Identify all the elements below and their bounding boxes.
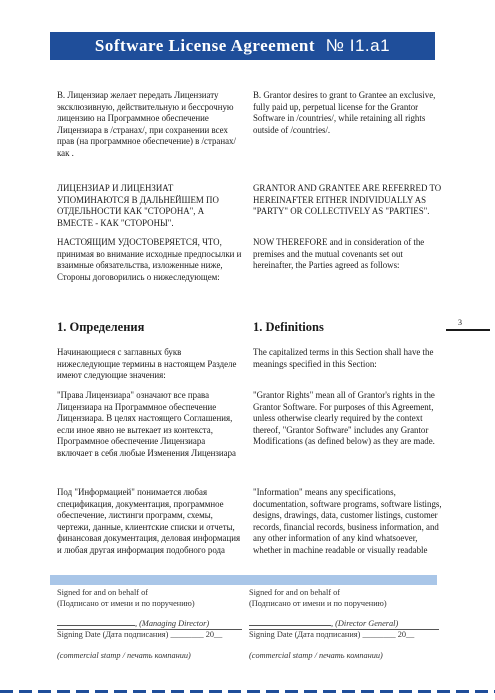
stamp-left: (commercial stamp / печать компании) bbox=[57, 651, 191, 660]
signature-right bbox=[249, 588, 441, 662]
information-en: "Information" means any specifications, documentation, software programs, software listings, designs, drawings, data, customer listings, customer records, financial records, business information, and any other information of any kind whatsoever, whether in machine readable or visually readable bbox=[253, 487, 442, 555]
now-therefore-ru: НАСТОЯЩИМ УДОСТОВЕРЯЕТСЯ, ЧТО, принимая во внимание исходные предпосылки и взаимные обязательства, изложенные ниже, Стороны договорились о нижеследующем: bbox=[57, 237, 242, 282]
information-ru: Под "Информацией" понимается любая спецификация, документация, программное обеспечение, листинги программ, схемы, чертежи, данные, клиентские списки и отчеты, финансовая документация, деловая информация и любая другая информация подобного рода bbox=[57, 487, 241, 555]
page-number-rule bbox=[446, 329, 490, 331]
parties-en: GRANTOR AND GRANTEE ARE REFERRED TO HEREINAFTER EITHER INDIVIDUALLY AS "PARTY" OR COLLECTIVELY AS "PARTIES". bbox=[253, 183, 442, 217]
signed-label-ru-left: (Подписано от имени и по поручению) bbox=[57, 598, 195, 608]
definitions-intro-en: The capitalized terms in this Section shall have the meanings specified in this Section: bbox=[253, 347, 434, 369]
signatory-line-right bbox=[249, 619, 441, 630]
signature-blank-left bbox=[57, 625, 135, 626]
signature-date-rule-left bbox=[57, 629, 242, 630]
recital-b-ru: В. Лицензиар желает передать Лицензиату эксклюзивную, действительную и бессрочную лицензию на Программное обеспечение Лицензиара в /странах/, при сохранении всех прав (на программное обеспечение) в /странах/ как . bbox=[57, 90, 236, 158]
signature-left bbox=[57, 588, 247, 662]
section-heading-en: 1. Definitions bbox=[253, 320, 324, 334]
page-number: 3 bbox=[458, 318, 462, 327]
footer-dashed-rule bbox=[0, 690, 495, 693]
document-number: № I1.a1 bbox=[325, 36, 391, 55]
signed-label-right: Signed for and on behalf of bbox=[249, 588, 341, 597]
now-therefore-en: NOW THEREFORE and in consideration of the premises and the mutual covenants set out hereinafter, the Parties agreed as follows: bbox=[253, 237, 425, 271]
signed-label-left: Signed for and on behalf of bbox=[57, 588, 149, 597]
document-title bbox=[95, 36, 390, 56]
section-heading-ru: 1. Определения bbox=[57, 320, 145, 334]
grantor-rights-en: "Grantor Rights" mean all of Grantor's rights in the Grantor Software. For purposes of this Agreement, unless otherwise clearly required by the context thereof, "Grantor Software" includes any Grantor Modifications (as defined below) as they are made. bbox=[253, 390, 435, 447]
role-left: , (Managing Director) bbox=[135, 619, 210, 628]
header-banner bbox=[50, 32, 435, 60]
stamp-right: (commercial stamp / печать компании) bbox=[249, 651, 383, 660]
signing-date-right: Signing Date (Дата подписания) ________ 20__ bbox=[249, 629, 415, 639]
signatory-line-left bbox=[57, 619, 247, 630]
parties-ru: ЛИЦЕНЗИАР И ЛИЦЕНЗИАТ УПОМИНАЮТСЯ В ДАЛЬНЕЙШЕМ ПО ОТДЕЛЬНОСТИ КАК "СТОРОНА", А ВМЕСТЕ - КАК "СТОРОНЫ". bbox=[57, 183, 219, 228]
signature-date-rule-right bbox=[249, 629, 439, 630]
role-right: , (Director General) bbox=[331, 619, 399, 628]
signing-date-left: Signing Date (Дата подписания) ________ 20__ bbox=[57, 629, 223, 639]
grantor-rights-ru: "Права Лицензиара" означают все права Лицензиара на Программное обеспечение Лицензиара. В целях настоящего Соглашения, если иное явно не вытекает из контекста, Программное обеспечение Лицензиара включает в себя любые Изменения Лицензиара bbox=[57, 390, 236, 458]
document-title-text: Software License Agreement bbox=[94, 36, 316, 55]
signed-label-ru-right: (Подписано от имени и по поручению) bbox=[249, 598, 387, 608]
signature-blank-right bbox=[249, 625, 331, 626]
signature-band bbox=[50, 575, 437, 585]
recital-b-en: B. Grantor desires to grant to Grantee an exclusive, fully paid up, perpetual license for the Grantor Software in /countries/, while retaining all rights outside of /countries/. bbox=[253, 90, 436, 135]
definitions-intro-ru: Начинающиеся с заглавных букв нижеследующие термины в настоящем Разделе имеют следующие значения: bbox=[57, 347, 237, 381]
